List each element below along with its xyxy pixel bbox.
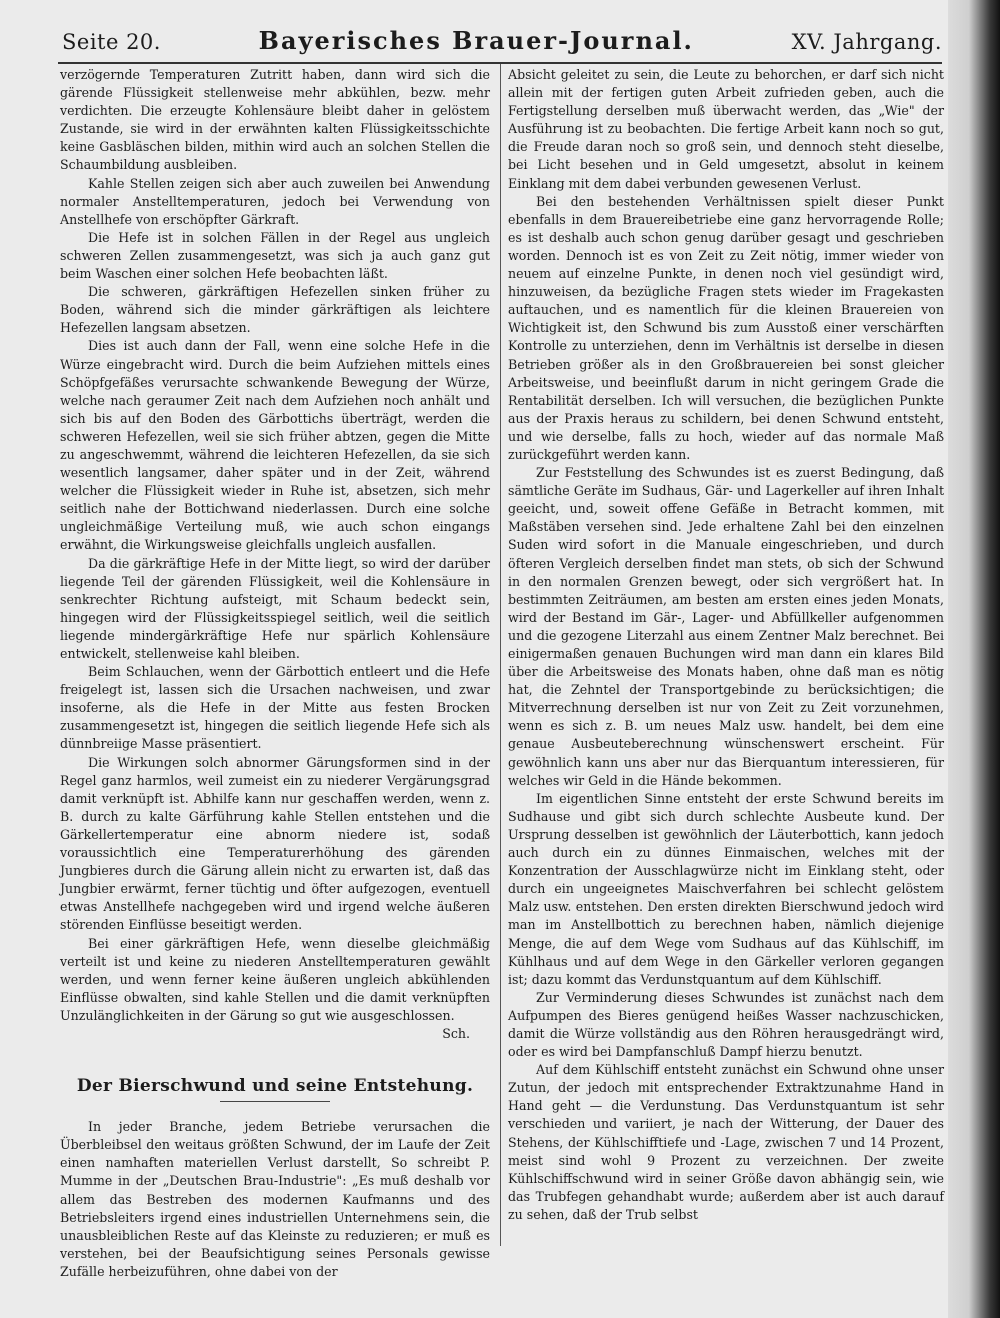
page-edge-shadow xyxy=(948,0,1000,1318)
left-column xyxy=(60,66,490,1281)
paragraph: Die schweren, gärkräftigen Hefezellen sinken früher zu Boden, während sich die minder gärkräftigen als leichtere Hefezellen langsam absetzen. xyxy=(60,284,490,336)
page-header xyxy=(62,26,942,60)
journal-title: Bayerisches Brauer-Journal. xyxy=(258,26,694,55)
page-number: Seite 20. xyxy=(62,30,161,54)
heading-rule xyxy=(220,1101,330,1102)
right-column xyxy=(508,66,944,1224)
paragraph: Absicht geleitet zu sein, die Leute zu behorchen, er darf sich nicht allein mit der fertigen guten Arbeit zufrieden geben, auch die Fertigstellung derselben muß überwacht werden, das „Wie" der Ausführung ist zu beobachten. Die fertige Arbeit kann noch so gut, die Freude daran noch so groß sein, und dennoch steht dieselbe, bei Licht besehen und in Geld umgesetzt, absolut in keinem Einklang mit dem dabei verbunden gewesenen Verlust. xyxy=(508,67,944,191)
column-divider xyxy=(500,64,501,1246)
paragraph: Im eigentlichen Sinne entsteht der erste Schwund bereits im Sudhause und gibt sich durch schlechte Ausbeute kund. Der Ursprung desselben ist gewöhnlich der Läuterbottich, kann jedoch auch durch ein zu dünnes Einmaischen, welches mit der Konzentration der Ausschlagwürze nicht im Einklang steht, oder durch ein ungeeignetes Maischverfahren bei schlecht gelöstem Malz usw. entstehen. Den ersten direkten Bierschwund jedoch wird man im Anstellbottich zu berechnen haben, nämlich diejenige Menge, die auf dem Wege vom Sudhaus auf das Kühlschiff, im Kühlhaus und auf dem Wege in den Gärkeller verloren gegangen ist; dazu kommt das Verdunstquantum auf dem Kühlschiff. xyxy=(508,790,944,987)
paragraph: Auf dem Kühlschiff entsteht zunächst ein Schwund ohne unser Zutun, der jedoch mit entsprechender Extraktzunahme Hand in Hand geht — die Verdunstung. Das Verdunstquantum ist sehr verschieden und variiert, je nach der Witterung, der Dauer des Stehens, der Kühlschifftiefe und -Lage, zwischen 7 und 14 Prozent, meist sind wohl 9 Prozent zu verzeichnen. Der zweite Kühlschiffschwund wird in seiner Größe davon abhängig sein, wie das Trubfegen gehandhabt wurde; außerdem aber ist auch darauf zu sehen, daß der Trub selbst xyxy=(508,1062,944,1222)
paragraph: verzögernde Temperaturen Zutritt haben, dann wird sich die gärende Flüssigkeit stellenweise mehr abkühlen, bezw. mehr verdichten. Die erzeugte Kohlensäure bleibt daher in gelöstem Zustande, sie wird in der erwähnten kalten Flüssigkeitsschichte keine Gasbläschen bilden, mithin wird auch an solchen Stellen die Schaumbildung ausbleiben. xyxy=(60,67,490,173)
article-heading-text: Der Bierschwund und seine Entstehung. xyxy=(76,1076,474,1097)
paragraph: Zur Feststellung des Schwundes ist es zuerst Bedingung, daß sämtliche Geräte im Sudhaus, Gär- und Lagerkeller auf ihren Inhalt geeicht, und, soweit offene Gefäße in Betracht kommen, mit Maßstäben versehen sind. Jede erhaltene Zahl bei den einzelnen Suden wird sofort in die Manuale eingeschrieben, und durch öfteren Vergleich derselben findet man stets, ob sich der Schwund in den normalen Grenzen bewegt, oder sich vergrößert hat. In bestimmten Zeiträumen, am besten am ersten eines jeden Monats, wird der Bestand im Gär-, Lager- und Abfüllkeller aufgenommen und die gezogene Literzahl aus einem Zentner Malz berechnet. Bei einigermaßen genauen Buchungen wird man dann ein klares Bild über die Arbeitsweise des Monats haben, ohne daß man es nötig hat, die Zehntel der Transportgebinde zu berücksichtigen; die Mitverrechnung derselben ist nur von Zeit zu Zeit vorzunehmen, wenn es sich z. B. um neues Malz usw. handelt, bei dem eine genaue Ausbeuteberechnung wünschenswert erscheint. Für gewöhnlich kann uns aber nur das Bierquantum interessieren, für welches wir Geld in die Hände bekommen. xyxy=(508,465,944,788)
paragraph: In jeder Branche, jedem Betriebe verursachen die Überbleibsel den weitaus größten Schwund, der im Laufe der Zeit einen namhaften materiellen Verlust darstellt, So schreibt P. Mumme in der „Deutschen Brau-Industrie": „Es muß deshalb vor allem das Bestreben des modernen Kaufmanns und des Betriebsleiters irgend eines industriellen Unternehmens sein, die unausbleiblichen Reste auf das Kleinste zu reduzieren; er muß es verstehen, bei der Beaufsichtigung seines Personals gewisse Zufälle herbeizuführen, ohne dabei von der xyxy=(60,1119,490,1279)
article-heading xyxy=(60,1077,490,1102)
paragraph: Bei einer gärkräftigen Hefe, wenn dieselbe gleichmäßig verteilt ist und keine zu niederen Anstelltemperaturen gewählt werden, und wenn ferner keine äußeren ungleich abkühlenden Einflüsse obwalten, sind kahle Stellen und die damit verknüpften Unzulänglichkeiten in der Gärung so gut wie ausgeschlossen. xyxy=(60,935,490,1023)
paragraph: Da die gärkräftige Hefe in der Mitte liegt, so wird der darüber liegende Teil der gärenden Flüssigkeit, weil die Kohlensäure in senkrechter Richtung aufsteigt, mit Schaum bedeckt sein, hingegen wird der Flüssigkeitsspiegel seitlich, weil die seitlich liegende mindergärkräftige Hefe nur spärlich Kohlensäure entwickelt, stellenweise kahl bleiben. xyxy=(60,555,490,661)
paragraph: Beim Schlauchen, wenn der Gärbottich entleert und die Hefe freigelegt ist, lassen sich die Ursachen nachweisen, und zwar insoferne, als die Hefe in der Mitte aus festen Brocken zusammengesetzt ist, hingegen die seitlich liegende Hefe sich als dünnbreiige Masse präsentiert. xyxy=(60,664,490,752)
paragraph: Dies ist auch dann der Fall, wenn eine solche Hefe in die Würze eingebracht wird. Durch die beim Aufziehen mittels eines Schöpfgefäßes verursachte schwankende Bewegung der Würze, welche nach geraumer Zeit nach dem Aufziehen noch anhält und sich bis auf den Boden des Gärbottichs überträgt, werden die schweren Hefezellen, weil sie sich früher abtzen, gegen die Mitte zu angeschwemmt, während die leichteren Hefezellen, da sie sich wesentlich langsamer, daher später und in der Zeit, während welcher die Flüssigkeit wieder in Ruhe ist, absetzen, sich mehr seitlich nahe der Bottichwand niederlassen. Durch eine solche ungleichmäßige Verteilung muß, wie auch schon eingangs erwähnt, die Wirkungsweise gleichfalls ungleich ausfallen. xyxy=(60,338,490,553)
paragraph: Die Wirkungen solch abnormer Gärungsformen sind in der Regel ganz harmlos, weil zumeist ein zu niederer Vergärungsgrad damit verknüpft ist. Abhilfe kann nur geschaffen werden, wenn z. B. durch zu kalte Gärführung kahle Stellen entstehen und die Gärkellertemperatur eine abnorm niedere ist, sodaß voraussichtlich eine Temperaturerhöhung des gärenden Jungbieres durch die Gärung allein nicht zu erwarten ist, daß das Jungbier erwärmt, ferner tüchtig und öfter aufgezogen, eventuell etwas Anstellhefe nachgegeben wird und irgend welche äußeren störenden Einflüsse beseitigt werden. xyxy=(60,754,490,933)
paragraph: Bei den bestehenden Verhältnissen spielt dieser Punkt ebenfalls in dem Brauereibetriebe eine ganz hervorragende Rolle; es ist deshalb auch schon genug darüber gesagt und geschrieben worden. Dennoch ist es von Zeit zu Zeit nötig, immer wieder von neuem auf einzelne Punkte, in denen noch viel gesündigt wird, hinzuweisen, da bezügliche Fragen stets wieder im Fragekasten auftauchen, und es namentlich für die kleinen Brauereien von Wichtigkeit ist, den Schwund bis zum Ausstoß einer verschärften Kontrolle zu unterziehen, denn im Verhältnis ist derselbe in diesen Betrieben größer als in den Großbrauereien bei sonst gleicher Arbeitsweise, und beeinflußt darum in nicht geringem Grade die Rentabilität derselben. Ich will versuchen, die bezüglichen Punkte aus der Praxis heraus zu schildern, bei denen Schwund entsteht, und wie derselbe, falls zu hoch, wieder auf das normale Maß zurückgeführt werden kann. xyxy=(508,193,944,462)
paragraph: Die Hefe ist in solchen Fällen in der Regel aus ungleich schweren Zellen zusammengesetzt, was sich ja auch ganz gut beim Waschen einer solchen Hefe beobachten läßt. xyxy=(60,229,490,282)
paragraph: Kahle Stellen zeigen sich aber auch zuweilen bei Anwendung normaler Anstelltemperaturen, jedoch bei Verwendung von Anstellhefe von erschöpfter Gärkraft. xyxy=(60,175,490,227)
volume-label: XV. Jahrgang. xyxy=(791,30,942,54)
author-signature: Sch. xyxy=(442,1025,470,1041)
paragraph: Zur Verminderung dieses Schwundes ist zunächst nach dem Aufpumpen des Bieres genügend heißes Wasser nachzuschicken, damit die Würze vollständig aus den Röhren herausgedrängt wird, oder es wird bei Dampfanschluß Dampf hierzu benutzt. xyxy=(508,989,944,1060)
